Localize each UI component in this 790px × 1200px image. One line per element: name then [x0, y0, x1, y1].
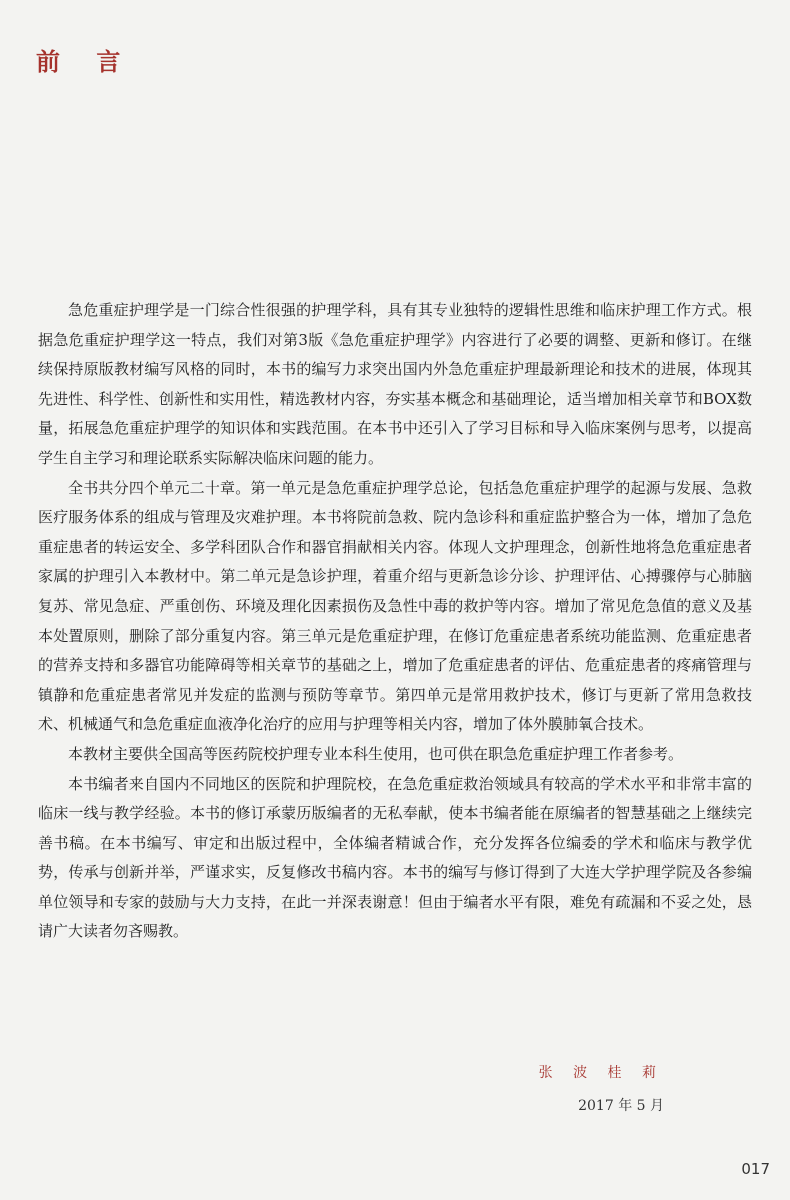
paragraph: 本教材主要供全国高等医药院校护理专业本科生使用，也可供在职急危重症护理工作者参考。	[68, 744, 684, 763]
paragraph: 本书编者来自国内不同地区的医院和护理院校，在急危重症救治领域具有较高的学术水平和非常丰富的临床一线与教学经验。本书的修订承蒙历版编者的无私奉献，使本书编者能在原编者的智慧基础之上继续完善书稿。在本书编写、审定和出版过程中，全体编者精诚合作，充分发挥各位编委的学术和临床与教学优势，传承与创新并举，严谨求实，反复修改书稿内容。本书的编写与修订得到了大连大学护理学院及各参编单位领导和专家的鼓励与大力支持，在此一并深表谢意！但由于编者水平有限，难免有疏漏和不妥之处，恳请广大读者勿吝赐教。	[38, 774, 752, 941]
page-title: 前 言	[36, 48, 135, 76]
page-number: 017	[741, 1160, 770, 1178]
paragraph: 急危重症护理学是一门综合性很强的护理学科，具有其专业独特的逻辑性思维和临床护理工作方式。根据急危重症护理学这一特点，我们对第3版《急危重症护理学》内容进行了必要的调整、更新和修订。在继续保持原版教材编写风格的同时，本书的编写力求突出国内外急危重症护理最新理论和技术的进展，体现其先进性、科学性、创新性和实用性，精选教材内容，夯实基本概念和基础理论，适当增加相关章节和BOX数量，拓展急危重症护理学的知识体和实践范围。在本书中还引入了学习目标和导入临床案例与思考，以提高学生自主学习和理论联系实际解决临床问题的能力。	[38, 301, 752, 467]
author-signature: 张 波 桂 莉	[538, 1065, 664, 1081]
publication-date: 2017 年 5 月	[578, 1098, 664, 1114]
paragraph: 全书共分四个单元二十章。第一单元是急危重症护理学总论，包括急危重症护理学的起源与发展、急救医疗服务体系的组成与管理及灾难护理。本书将院前急救、院内急诊科和重症监护整合为一体，增加了急危重症患者的转运安全、多学科团队合作和器官捐献相关内容。体现人文护理理念，创新性地将急危重症患者家属的护理引入本教材中。第二单元是急诊护理，着重介绍与更新急诊分诊、护理评估、心搏骤停与心肺脑复苏、常见急症、严重创伤、环境及理化因素损伤及急性中毒的救护等内容。增加了常见危急值的意义及基本处置原则，删除了部分重复内容。第三单元是危重症护理，在修订危重症患者系统功能监测、危重症患者的营养支持和多器官功能障碍等相关章节的基础之上，增加了危重症患者的评估、危重症患者的疼痛管理与镇静和危重症患者常见并发症的监测与预防等章节。第四单元是常用救护技术，修订与更新了常用急救技术、机械通气和急危重症血液净化治疗的应用与护理等相关内容，增加了体外膜肺氧合技术。	[38, 478, 752, 734]
preface-body	[38, 296, 752, 947]
